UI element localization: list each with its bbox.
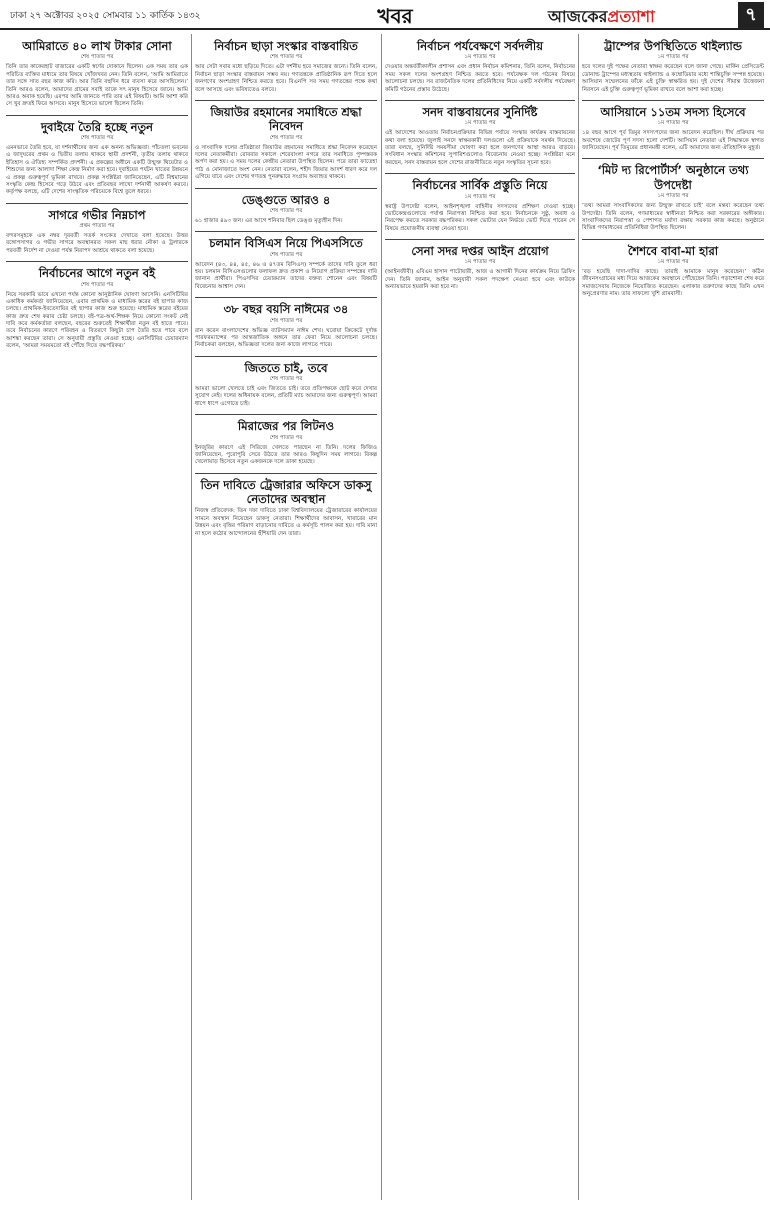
section-title: খবর — [377, 4, 413, 28]
column-divider — [191, 34, 192, 1200]
article-body: স্বরাষ্ট্র উপদেষ্টা বলেন, আইনশৃঙ্খলা বাহিনীর সদস্যদের প্রশিক্ষণ দেওয়া হচ্ছে। ভোটকেন্দ্রগুলোতে পর্যাপ্ত নিরাপত্তা নিশ্চিত করা হবে। নির্বাচনকে সুষ্ঠু, অবাধ ও নিরপেক্ষ করতে সরকার বদ্ধপরিকর। সকল ভোটার যেন নির্ভয়ে ভোট দিতে পারেন সে বিষয়ে প্রয়োজনীয় ব্যবস্থা নেওয়া হবে। — [385, 203, 575, 232]
continuation-note: ১ম পাতার পর — [464, 120, 496, 127]
article-body: ও সাংবাদিক দলের প্রতিষ্ঠাতা জিয়াউর রহমানের সমাধিতে শ্রদ্ধা নিবেদন করেছেন দলের নেতাকর্মীরা। রোববার সকালে শেরেবাংলা নগরে তার সমাধিতে পুষ্পস্তবক অর্পণ করা হয়। এ সময় দলের কেন্দ্রীয় নেতারা উপস্থিত ছিলেন। পরে তারা ফাতেহা পাঠ ও মোনাজাতে অংশ নেন। নেতারা বলেন, শহীদ জিয়ার আদর্শ ধারণ করে দল এগিয়ে যাবে এবং দেশের গণতন্ত্র পুনরুদ্ধারে সংগ্রাম অব্যাহত থাকবে। — [195, 144, 377, 181]
continuation-note: শেষ পাতার পর — [269, 207, 303, 214]
continuation-note: শেষ পাতার পর — [269, 134, 303, 141]
column-divider — [578, 34, 579, 1200]
article-separator — [385, 173, 575, 174]
continuation-note: শেষ পাতার পর — [80, 281, 114, 288]
news-article — [195, 302, 377, 350]
page-number: ৭ — [738, 2, 764, 28]
continuation-note: শেষ পাতার পর — [269, 376, 303, 382]
article-headline: চলমান বিসিএস নিয়ে পিএসসিতে — [209, 236, 363, 251]
newspaper-logo — [548, 4, 655, 31]
news-article — [6, 266, 188, 350]
article-body: রান করেন বাংলাদেশের অভিজ্ঞ ব্যাটসম্যান নাঈম শেখ। ঘরোয়া ক্রিকেটে দুর্দান্ত পারফরম্যান্সের পর আন্তর্জাতিক অঙ্গনে তার ফেরা নিয়ে আলোচনা চলছে। নির্বাচকরা বলছেন, অভিজ্ঞতা দলের জন্য কাজে লাগতে পারে। — [195, 327, 377, 349]
article-body: আবেদন (৪৩, ৪৪, ৪৫, ৪৬ ও ৪৭তম বিসিএস) সম্পর্কে তাদের দাবি তুলে ধরা হয়। চলমান বিসিএসগুলোর ফলাফল দ্রুত প্রকাশ ও নিয়োগ প্রক্রিয়া সম্পন্নের দাবি জানান প্রার্থীরা। পিএসসির চেয়ারম্যান তাদের বক্তব্য শোনেন এবং বিষয়টি বিবেচনার আশ্বাস দেন। — [195, 261, 377, 290]
article-headline: নির্বাচনের সার্বিক প্রস্তুতি নিয়ে — [412, 178, 548, 193]
article-body: এমনভাবে তৈরি হবে, যা দর্শনার্থীদের জন্য এক অনন্য অভিজ্ঞতা। পাঁচতলা ভবনের এ জাদুঘরের প্রথম ও দ্বিতীয় তলায় থাকবে স্থায়ী প্রদর্শনী, তৃতীয় তলায় থাকবে ইতিহাস ও ঐতিহ্য সম্পর্কিত প্রদর্শনী। এ প্রকল্পের অধীনে একটি উন্মুক্ত থিয়েটার ও শিশুদের জন্য আলাদা শিক্ষা কেন্দ্র নির্মাণ করা হবে। দুবাইয়ের পর্যটন খাতের উন্নয়নে এ প্রকল্প গুরুত্বপূর্ণ ভূমিকা রাখবে। প্রকল্প সংশ্লিষ্টরা জানিয়েছেন, এটি বিশ্বমানের সংস্কৃতি কেন্দ্র হিসেবে গড়ে উঠবে এবং প্রতিবছর লাখো দর্শনার্থী আকর্ষণ করবে। কর্তৃপক্ষ বলছে, এটি দেশের সাংস্কৃতিক পরিচয়কে বিশ্বে তুলে ধরবে। — [6, 145, 188, 196]
article-body: হবে দলের দুই পক্ষের নেতারা স্বাক্ষর করেছেন বলে জানা গেছে। মার্কিন প্রেসিডেন্ট ডোনাল্ড ট্রাম্পের মধ্যস্থতায় থাইল্যান্ড ও কম্বোডিয়ার মধ্যে শান্তিচুক্তি সম্পন্ন হয়েছে। আসিয়ান সম্মেলনের ফাঁকে এই চুক্তি স্বাক্ষরিত হয়। দুই দেশের সীমান্ত উত্তেজনা নিরসনে এই চুক্তি গুরুত্বপূর্ণ ভূমিকা রাখবে বলে আশা করা হচ্ছে। — [582, 64, 764, 93]
article-separator — [385, 100, 575, 101]
article-separator — [6, 115, 188, 116]
news-article — [6, 120, 188, 197]
column-divider — [381, 34, 382, 1200]
article-headline: তিন দাবিতে ট্রেজারার অফিসে ডাকসু নেতাদের অবস্থান — [200, 477, 372, 506]
continuation-note: ১ম পাতার পর — [464, 259, 496, 266]
news-article — [385, 105, 575, 167]
article-headline: শৈশবে বাবা-মা হারা — [627, 243, 719, 258]
news-article — [195, 193, 377, 226]
article-body: নিয়ে সরকারি ভাবে এখনো পর্যন্ত কোনো আনুষ্ঠানিক ঘোষণা আসেনি। এনসিটিবির একাধিক কর্মকর্তা জানিয়েছেন, এবার প্রাথমিক ও মাধ্যমিক স্তরের বই ছাপার কাজ চলছে। প্রাথমিক-ইবতেদায়ির বই ছাপার কাজ শুরু হয়েছে। মাধ্যমিক স্তরের বইয়ের কাজ দ্রুত শেষ করার চেষ্টা চলছে। বই-পত্র-অর্থ-শিক্ষক নিয়ে কোনো সংকট নেই দাবি করে কর্মকর্তারা বলছেন, বছরের শুরুতেই শিক্ষার্থীরা নতুন বই হাতে পাবে। তবে নির্বাচনের কারণে পরিবহন ও বিতরণে কিছুটা চাপ তৈরি হতে পারে বলে আশঙ্কা করছেন তারা। সে অনুযায়ী প্রস্তুতি নেওয়া হচ্ছে। এনসিটিবির চেয়ারম্যান বলেন, ‘আমরা সময়মতো বই পৌঁছে দিতে বদ্ধপরিকর।’ — [6, 291, 188, 350]
continuation-note: ১ম পাতার পর — [464, 54, 496, 61]
article-headline: নির্বাচনের আগে নতুন বই — [38, 266, 156, 281]
column-3 — [385, 36, 575, 1196]
news-article — [195, 105, 377, 182]
article-headline: ট্রাম্পের উপস্থিতিতে থাইল্যান্ড — [604, 39, 742, 53]
article-separator — [195, 414, 377, 415]
article-headline: ডেঙ্গুতে আরও ৪ — [241, 192, 331, 207]
continuation-note: ১ম পাতার পর — [657, 193, 689, 200]
article-headline: সনদ বাস্তবায়নের সুনির্দিষ্ট — [422, 104, 538, 119]
article-separator — [582, 100, 764, 101]
continuation-note: শেষ পাতার পর — [269, 54, 303, 61]
continuation-note: শেষ পাতার পর — [269, 251, 303, 258]
article-separator — [195, 188, 377, 189]
article-body: (আইনজীবী) এবিএম হাসান পাটোয়ারী, আজ ও আগামী দিনের কার্যক্রম নিয়ে ব্রিফিং দেন। তিনি জানান, আইন অনুযায়ী সকল পদক্ষেপ নেওয়া হবে এবং কাউকে অন্যায়ভাবে হয়রানি করা হবে না। — [385, 269, 575, 291]
article-body: দেওয়ার অন্তর্বর্তীকালীন প্রশাসন এবং প্রধান নির্বাচন কমিশনার, তিনি বলেন, নির্বাচনের সময় সকল দলের অংশগ্রহণ নিশ্চিত করতে হবে। পর্যবেক্ষক দল গঠনের বিষয়ে আলোচনা চলছে। সব রাজনৈতিক দলের প্রতিনিধিদের নিয়ে একটি সর্বদলীয় পর্যবেক্ষণ কমিটি গঠনের প্রস্তাব উঠেছে। — [385, 64, 575, 93]
article-headline: সাগরে গভীর নিম্নচাপ — [48, 207, 146, 222]
news-article — [195, 419, 377, 467]
continuation-note: শেষ পাতার পর — [80, 135, 114, 141]
news-article — [385, 39, 575, 94]
news-article — [195, 361, 377, 409]
column-2 — [195, 36, 377, 1196]
article-separator — [195, 231, 377, 232]
article-headline: ৩৮ বছর বয়সি নাঈমের ৩৪ — [223, 302, 349, 317]
continuation-note: শেষ পাতার পর — [80, 54, 114, 61]
article-body: তিনি তার কাকেরহাট বাজারের একটি স্বর্ণের দোকানে ছিলেন। এক সময় তার এক পরিচিত ব্যক্তির মাধ্যমে তার বিষয়ে খোঁজখবর নেন। তিনি বলেন, ‘আমি আমিরাতে তার সঙ্গে সাত বছর কাজ করি। আর তিনি বহুদিন ধরে ব্যবসা করে আসছিলেন।’ তিনি আরও বলেন, আমাদের গ্রামের সবাই তাকে সৎ মানুষ হিসেবে জানে। আমি আরও অবাক হয়েছি। এরপর আমি জানতে পারি তার এই বিষয়টি। আমি আশা করি সে খুব দ্রুতই ফিরে আসবে। মানুষ হিসেবে ভালো ছিলেন তিনি। — [6, 64, 188, 108]
column-4 — [582, 36, 764, 1196]
article-separator — [582, 158, 764, 159]
article-body: ৬১ হাজার ৪৯৩ জন। এর আগে শনিবার ছিল ডেঙ্গু মৃত্যুহীন দিন। — [195, 217, 343, 224]
news-article — [582, 39, 764, 94]
article-separator — [385, 239, 575, 240]
article-headline: সেনা সদর দপ্তর আইন প্রয়োগ — [411, 244, 549, 258]
news-article — [195, 236, 377, 291]
continuation-note: ১ম পাতার পর — [657, 259, 689, 265]
article-body: ‘বড় হয়েছি দাদা-দাদির কাছে। তারাই আমাকে মানুষ করেছেন।’ কঠিন জীবনসংগ্রামের মধ্য দিয়ে আজকের অবস্থানে পৌঁছেছেন তিনি। পড়াশোনা শেষ করে সমাজসেবায় নিজেকে নিয়োজিত করেছেন। এলাকার তরুণদের কাছে তিনি এখন অনুপ্রেরণার নাম। তার সাফল্যে খুশি গ্রামবাসী। — [582, 269, 764, 298]
article-headline: জিততে চাই, তবে — [244, 360, 328, 375]
news-article — [385, 178, 575, 233]
article-headline: ‘মিট দ্য রিপোর্টার্স’ অনুষ্ঠানে তথ্য উপদেষ্টা — [597, 163, 749, 192]
issue-date: ঢাকা ২৭ অক্টোবর ২০২৫ সোমবার ১১ কার্তিক ১৪৩২ — [10, 11, 201, 21]
article-headline: জিয়াউর রহমানের সমাধিতে শ্রদ্ধা নিবেদন — [210, 104, 362, 134]
article-headline: নির্বাচন পর্যবেক্ষণে সর্বদলীয় — [417, 39, 543, 53]
news-article — [6, 208, 188, 256]
continuation-note: প্রথম পাতার পর — [79, 223, 115, 229]
article-body: ১৪ বছর আগে পূর্ব তিমুর সদস্যপদের জন্য আবেদন করেছিল। দীর্ঘ প্রক্রিয়ার পর অবশেষে জোটের পূর্ণ সদস্য হলো দেশটি। আসিয়ান নেতারা এই সিদ্ধান্তকে স্বাগত জানিয়েছেন। পূর্ব তিমুরের প্রধানমন্ত্রী বলেন, এটি আমাদের জন্য ঐতিহাসিক মুহূর্ত। — [582, 130, 764, 151]
article-headline: নির্বাচন ছাড়া সংস্কার বাস্তবায়িত — [214, 39, 358, 53]
logo-accent: প্রত্যাশা — [607, 7, 655, 26]
news-article — [195, 478, 377, 538]
article-body: আমরা ভালো খেলতে চাই এবং জিততে চাই। তবে প্রতিপক্ষকে ছোট করে দেখার সুযোগ নেই। দলের অধিনায়ক বলেন, প্রতিটি ম্যাচ আমাদের জন্য গুরুত্বপূর্ণ। আমরা ধাপে ধাপে এগোতে চাই। — [195, 386, 377, 407]
article-headline: আসিয়ানে ১১তম সদস্য হিসেবে — [600, 104, 746, 119]
article-headline: মিরাজের পর লিটনও — [237, 419, 335, 434]
article-separator — [6, 261, 188, 262]
continuation-note: শেষ পাতার পর — [269, 317, 303, 324]
article-separator — [6, 203, 188, 204]
continuation-note: ১ম পাতার পর — [657, 120, 689, 127]
article-headline: দুবাইয়ে তৈরি হচ্ছে নতুন — [41, 119, 153, 134]
article-body: ইনজুরির কারণে এই সিরিজে খেলতে পারছেন না তিনি। দলের ফিজিও জানিয়েছেন, পুরোপুরি সেরে উঠতে তার আরও কিছুদিন সময় লাগবে। বিকল্প খেলোয়াড় হিসেবে নতুন একজনকে দলে ডাকা হয়েছে। — [195, 444, 377, 466]
article-body: ‘তথ্য আমরা সাংবাদিকদের জন্য উন্মুক্ত রাখতে চাই’ বলে মন্তব্য করেছেন তথ্য উপদেষ্টা। তিনি বলেন, গণমাধ্যমের স্বাধীনতা নিশ্চিত করা সরকারের অঙ্গীকার। সাংবাদিকদের নিরাপত্তা ও পেশাগত মর্যাদা রক্ষায় সরকার কাজ করছে। অনুষ্ঠানে বিভিন্ন গণমাধ্যমের প্রতিনিধিরা উপস্থিত ছিলেন। — [582, 203, 764, 232]
continuation-note: ১ম পাতার পর — [657, 54, 689, 61]
article-headline: আমিরাতে ৪০ লাখ টাকার সোনা — [22, 39, 172, 53]
article-separator — [195, 356, 377, 357]
news-article — [582, 244, 764, 299]
column-1 — [6, 36, 188, 1196]
news-article — [6, 39, 188, 109]
article-body: নিজস্ব প্রতিবেদক: তিন দফা দাবিতে ঢাকা বিশ্ববিদ্যালয়ের ট্রেজারারের কার্যালয়ের সামনে অবস্থান নিয়েছেন ডাকসু নেতারা। শিক্ষার্থীদের আবাসন, খাবারের মান উন্নয়ন এবং বৃত্তির পরিমাণ বাড়ানোর দাবিতে এ কর্মসূচি পালন করা হয়। দাবি মানা না হলে কঠোর আন্দোলনের হুঁশিয়ারি দেন তারা। — [195, 508, 377, 537]
masthead — [0, 0, 770, 30]
continuation-note: ১ম পাতার পর — [464, 193, 496, 200]
article-body: বন্দরসমূহকে এক নম্বর দূরবর্তী সতর্ক সংকেত দেখাতে বলা হয়েছে। উত্তর বঙ্গোপসাগর ও গভীর সাগরে অবস্থানরত সকল মাছ ধরার নৌকা ও ট্রলারকে পরবর্তী নির্দেশ না দেওয়া পর্যন্ত নিরাপদ আশ্রয়ে থাকতে বলা হয়েছে। — [6, 233, 188, 254]
logo-main: আজকের — [548, 7, 608, 26]
continuation-note: শেষ পাতার পর — [269, 434, 303, 441]
news-article — [582, 105, 764, 153]
article-body: এই আদেশের আওতায় নির্বাচনপ্রক্রিয়ার বিভিন্ন পর্যায়ে সংস্কার কার্যক্রম বাস্তবায়নের কথা বলা হয়েছে। জুলাই সনদে স্বাক্ষরকারী দলগুলো এই প্রক্রিয়াকে সমর্থন দিয়েছে। তারা বলছে, সুনির্দিষ্ট সময়সীমা ঘোষণা করা হলে জনগণের আস্থা আরও বাড়বে। সংবিধান সংস্কার কমিশনের সুপারিশগুলোও বিবেচনায় নেওয়া হচ্ছে। সংশ্লিষ্টরা মনে করছেন, সনদ বাস্তবায়ন হলে দেশের রাজনীতিতে নতুন সংস্কৃতির সূচনা হবে। — [385, 130, 575, 166]
article-separator — [582, 239, 764, 240]
news-article — [195, 39, 377, 94]
article-separator — [195, 297, 377, 298]
news-article — [582, 163, 764, 232]
news-article — [385, 244, 575, 292]
article-separator — [195, 473, 377, 474]
article-body: আর সেটা সবার মধ্যে ছড়িয়ে দিতে। এটা দর্শনীয় হবে সমাজের জন্যে। তিনি বলেন, নির্বাচন ছাড়া সংস্কার বাস্তবায়ন সম্ভব নয়। গণতন্ত্রকে প্রাতিষ্ঠানিক রূপ দিতে হলে জনগণের অংশগ্রহণ নিশ্চিত করতে হবে। বিএনপি সব সময় গণতন্ত্রের পক্ষে কথা বলে আসছে এবং ভবিষ্যতেও বলবে। — [195, 64, 377, 93]
article-separator — [195, 100, 377, 101]
